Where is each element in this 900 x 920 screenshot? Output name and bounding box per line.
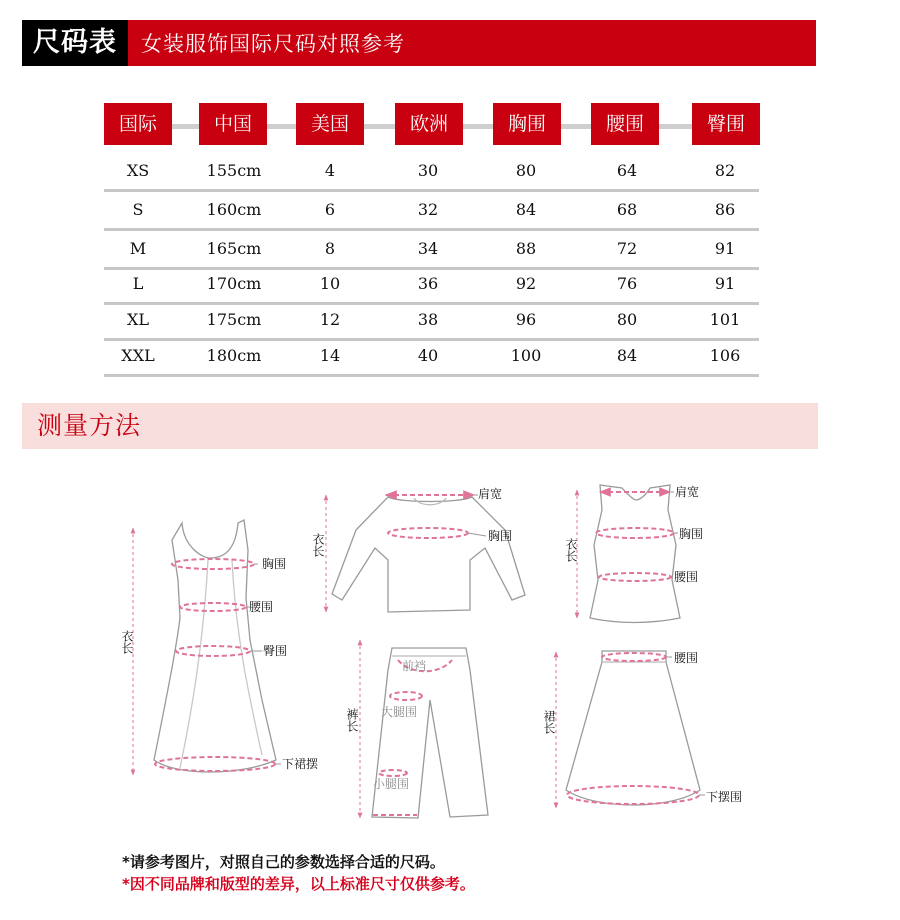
shirt-diagram xyxy=(326,495,525,612)
table-cell: 84 xyxy=(616,346,638,365)
column-header-waist: 腰围 xyxy=(591,103,659,145)
column-header-europe: 欧洲 xyxy=(395,103,463,145)
table-cell: 32 xyxy=(417,200,439,219)
column-header-bust: 胸围 xyxy=(493,103,561,145)
table-cell: 10 xyxy=(319,274,341,293)
table-cell: 100 xyxy=(510,346,542,365)
dress-diagram xyxy=(133,520,281,775)
table-cell: 14 xyxy=(319,346,341,365)
table-cell: 106 xyxy=(709,346,741,365)
table-cell: 38 xyxy=(417,310,439,329)
table-cell: 155cm xyxy=(206,161,262,180)
vest-length-label: 衣长 xyxy=(564,538,578,562)
table-cell: 160cm xyxy=(206,200,262,219)
table-cell: XS xyxy=(126,161,150,180)
table-cell: 84 xyxy=(515,200,537,219)
table-cell: 86 xyxy=(714,200,736,219)
table-cell: 80 xyxy=(616,310,638,329)
table-cell: L xyxy=(132,274,144,293)
shirt-length-label: 衣长 xyxy=(311,533,325,557)
table-cell: 4 xyxy=(324,161,336,180)
table-cell: 8 xyxy=(324,239,336,258)
table-cell: S xyxy=(132,200,144,219)
pants-thigh-label: 大腿围 xyxy=(381,705,418,719)
table-cell: 91 xyxy=(714,274,736,293)
table-cell: 180cm xyxy=(206,346,262,365)
table-cell: 36 xyxy=(417,274,439,293)
table-cell: 80 xyxy=(515,161,537,180)
table-cell: 91 xyxy=(714,239,736,258)
size-chart-tag: 尺码表 xyxy=(22,20,128,66)
column-header-international: 国际 xyxy=(104,103,172,145)
table-cell: 68 xyxy=(616,200,638,219)
column-header-hip: 臀围 xyxy=(692,103,760,145)
table-cell: 34 xyxy=(417,239,439,258)
table-cell: 170cm xyxy=(206,274,262,293)
table-cell: M xyxy=(129,239,147,258)
measure-section-title: 测量方法 xyxy=(37,411,142,440)
table-cell: XL xyxy=(126,310,149,329)
disclaimer-note: *因不同品牌和版型的差异，以上标准尺寸仅供参考。 xyxy=(122,875,475,893)
table-cell: 175cm xyxy=(206,310,262,329)
dress-length-label: 衣长 xyxy=(120,630,134,654)
table-cell: 76 xyxy=(616,274,638,293)
table-cell: 88 xyxy=(515,239,537,258)
header-subtitle: 女装服饰国际尺码对照参考 xyxy=(141,32,405,56)
table-cell: 72 xyxy=(616,239,638,258)
dress-bust-label: 胸围 xyxy=(262,557,287,571)
pants-length-label: 裤长 xyxy=(345,708,359,732)
vest-diagram xyxy=(577,485,680,623)
pants-rise-label: 前裆 xyxy=(402,659,427,673)
dress-hip-label: 臀围 xyxy=(263,644,288,658)
table-cell: 82 xyxy=(714,161,736,180)
skirt-diagram xyxy=(556,651,705,808)
table-cell: 64 xyxy=(616,161,638,180)
shirt-shoulder-label: 肩宽 xyxy=(478,487,503,501)
column-header-us: 美国 xyxy=(296,103,364,145)
column-header-china: 中国 xyxy=(199,103,267,145)
vest-bust-label: 胸围 xyxy=(679,527,704,541)
table-cell: 165cm xyxy=(206,239,262,258)
table-cell: 12 xyxy=(319,310,341,329)
pants-calf-label: 小腿围 xyxy=(373,777,410,791)
dress-hem-label: 下裙摆 xyxy=(282,757,319,771)
dress-waist-label: 腰围 xyxy=(249,600,274,614)
table-cell: 30 xyxy=(417,161,439,180)
table-cell: 92 xyxy=(515,274,537,293)
vest-waist-label: 腰围 xyxy=(674,570,699,584)
table-cell: 40 xyxy=(417,346,439,365)
vest-shoulder-label: 肩宽 xyxy=(675,485,700,499)
shirt-bust-label: 胸围 xyxy=(488,529,513,543)
table-cell: XXL xyxy=(121,346,155,365)
skirt-waist-label: 腰围 xyxy=(674,651,699,665)
skirt-length-label: 裙长 xyxy=(542,710,556,734)
table-cell: 6 xyxy=(324,200,336,219)
reference-note: *请参考图片，对照自己的参数选择合适的尺码。 xyxy=(122,853,445,871)
skirt-hem-label: 下摆围 xyxy=(706,790,743,804)
table-cell: 96 xyxy=(515,310,537,329)
table-cell: 101 xyxy=(709,310,741,329)
